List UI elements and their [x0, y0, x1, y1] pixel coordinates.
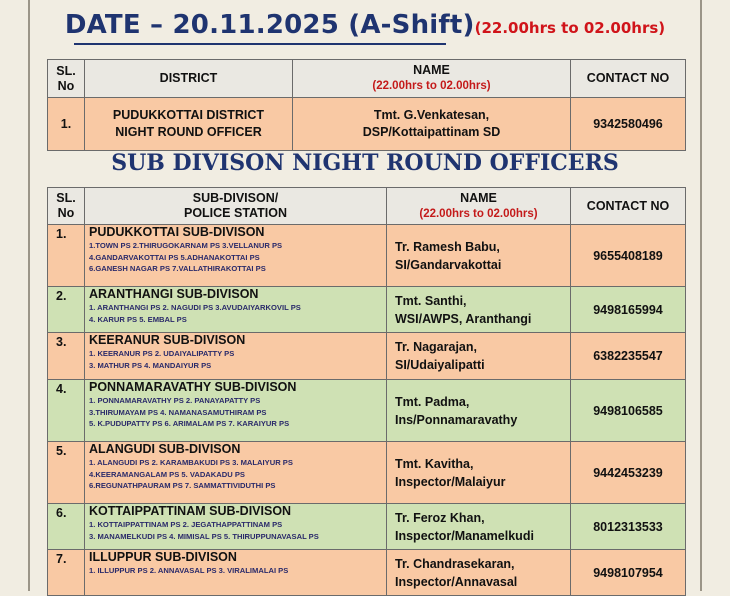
row-sl: 3. [48, 333, 85, 380]
table-row [48, 287, 686, 333]
subdivision-title: KOTTAIPPATTINAM SUB-DIVISON [89, 504, 292, 518]
police-station-line: 1. ARANTHANGI PS 2. NAGUDI PS 3.AVUDAIYARKOVIL PS [89, 303, 301, 312]
subdivision-title: PUDUKKOTTAI SUB-DIVISON [89, 225, 265, 239]
contact-number: 9498106585 [571, 380, 686, 442]
subdivision-cell [85, 380, 387, 442]
police-station-line: 1.TOWN PS 2.THIRUGOKARNAM PS 3.VELLANUR PS [89, 241, 283, 250]
table-row [48, 442, 686, 504]
police-station-line: 5. K.PUDUPATTY PS 6. ARIMALAM PS 7. KARAIYUR PS [89, 419, 290, 428]
col-sl-header: SL. No [48, 188, 85, 225]
row-sl: 7. [48, 550, 85, 596]
officer-name-cell: Tr. Ramesh Babu, SI/Gandarvakottai [387, 225, 571, 287]
table-row [48, 225, 686, 287]
col-subdivision-header: SUB-DIVISON/ POLICE STATION [85, 188, 387, 225]
officer-name-cell: Tr. Nagarajan, SI/Udaiyalipatti [387, 333, 571, 380]
police-station-line: 6.GANESH NAGAR PS 7.VALLATHIRAKOTTAI PS [89, 264, 266, 273]
police-station-line: 6.REGUNATHPAURAM PS 7. SAMMATTIVIDUTHI PS [89, 481, 276, 490]
table-row [48, 380, 686, 442]
contact-number: 8012313533 [571, 504, 686, 550]
row-sl: 5. [48, 442, 85, 504]
contact-number: 9442453239 [571, 442, 686, 504]
police-station-line: 4.KEERAMANGALAM PS 5. VADAKADU PS [89, 469, 245, 479]
title-underline [74, 43, 446, 45]
subdivision-title: ILLUPPUR SUB-DIVISON [89, 550, 237, 564]
subdivision-title: ALANGUDI SUB-DIVISON [89, 442, 241, 456]
officer-name-cell: Tmt. G.Venkatesan, DSP/Kottaipattinam SD [293, 98, 571, 151]
col-contact-header: CONTACT NO [571, 60, 686, 98]
officer-name-cell: Tr. Feroz Khan, Inspector/Manamelkudi [387, 504, 571, 550]
table-header-row [48, 188, 686, 225]
police-station-line: 1. KEERANUR PS 2. UDAIYALIPATTY PS [89, 349, 235, 358]
district-cell: PUDUKKOTTAI DISTRICT NIGHT ROUND OFFICER [85, 98, 293, 151]
row-sl: 6. [48, 504, 85, 550]
col-name-header: NAME (22.00hrs to 02.00hrs) [293, 60, 571, 98]
table-row [48, 333, 686, 380]
table-row [48, 550, 686, 596]
date-title: DATE – 20.11.2025 (A-Shift) [64, 10, 475, 40]
page-border-right [700, 0, 702, 591]
subdivision-officers-table [47, 187, 686, 596]
section-heading: SUB DIVISON NIGHT ROUND OFFICERS [111, 150, 619, 176]
officer-name-cell: Tr. Chandrasekaran, Inspector/Annavasal [387, 550, 571, 596]
police-station-line: 3. MATHUR PS 4. MANDAIYUR PS [89, 360, 212, 370]
contact-number: 9655408189 [571, 225, 686, 287]
officer-name-cell: Tmt. Padma, Ins/Ponnamaravathy [387, 380, 571, 442]
contact-number: 9498107954 [571, 550, 686, 596]
officer-name-cell: Tmt. Santhi, WSI/AWPS, Aranthangi [387, 287, 571, 333]
police-station-line: 3.THIRUMAYAM PS 4. NAMANASAMUTHIRAM PS [89, 407, 267, 417]
subdivision-title: ARANTHANGI SUB-DIVISON [89, 287, 259, 301]
table-header-row [48, 60, 686, 98]
col-contact-header: CONTACT NO [571, 188, 686, 225]
col-name-header: NAME (22.00hrs to 02.00hrs) [387, 188, 571, 225]
col-sl-header: SL. No [48, 60, 85, 98]
row-sl: 1. [48, 225, 85, 287]
page-title [0, 10, 730, 40]
police-station-line: 1. PONNAMARAVATHY PS 2. PANAYAPATTY PS [89, 396, 261, 405]
contact-number: 6382235547 [571, 333, 686, 380]
subdivision-cell [85, 287, 387, 333]
police-station-line: 1. ILLUPPUR PS 2. ANNAVASAL PS 3. VIRALIMALAI PS [89, 566, 289, 575]
subdivision-cell [85, 504, 387, 550]
shift-time: (22.00hrs to 02.00hrs) [474, 19, 666, 37]
district-officer-table [47, 59, 686, 151]
police-station-line: 3. MANAMELKUDI PS 4. MIMISAL PS 5. THIRUPPUNAVASAL PS [89, 531, 319, 541]
row-sl: 2. [48, 287, 85, 333]
row-sl: 1. [48, 98, 85, 151]
contact-number: 9342580496 [571, 98, 686, 151]
subdivision-cell [85, 333, 387, 380]
page-border-left [28, 0, 30, 591]
table-row [48, 504, 686, 550]
table-row [48, 98, 686, 151]
contact-number: 9498165994 [571, 287, 686, 333]
subdivision-title: PONNAMARAVATHY SUB-DIVISON [89, 380, 297, 394]
subdivision-cell [85, 442, 387, 504]
col-district-header: DISTRICT [85, 60, 293, 98]
police-station-line: 4. KARUR PS 5. EMBAL PS [89, 314, 187, 324]
officer-name-cell: Tmt. Kavitha, Inspector/Malaiyur [387, 442, 571, 504]
subdivision-cell [85, 550, 387, 596]
subdivision-cell [85, 225, 387, 287]
row-sl: 4. [48, 380, 85, 442]
police-station-line: 1. ALANGUDI PS 2. KARAMBAKUDI PS 3. MALAIYUR PS [89, 458, 293, 467]
police-station-line: 4.GANDARVAKOTTAI PS 5.ADHANAKOTTAI PS [89, 252, 260, 262]
subdivision-title: KEERANUR SUB-DIVISON [89, 333, 246, 347]
police-station-line: 1. KOTTAIPPATTINAM PS 2. JEGATHAPPATTINAM PS [89, 520, 283, 529]
